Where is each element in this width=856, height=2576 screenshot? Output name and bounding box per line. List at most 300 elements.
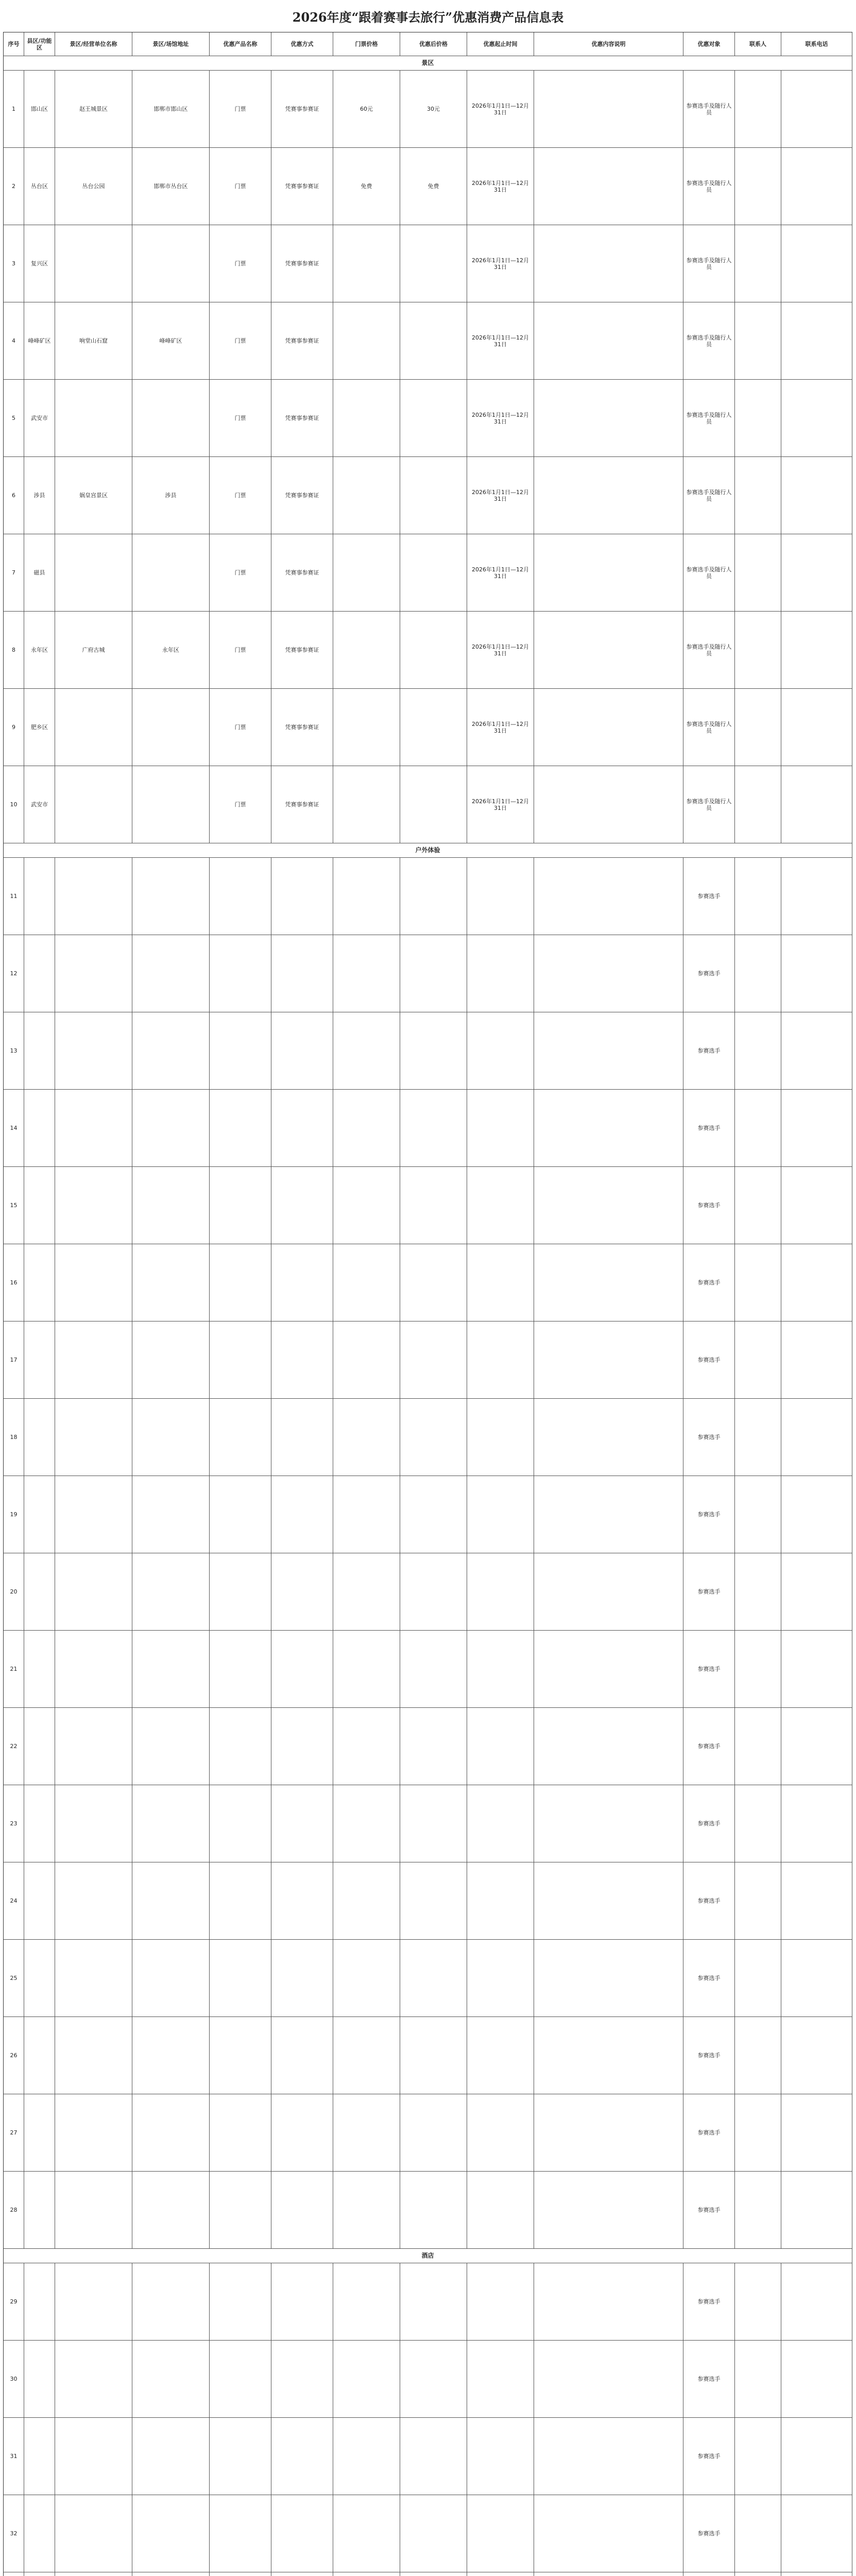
table-cell bbox=[55, 1399, 132, 1476]
table-cell bbox=[735, 935, 781, 1012]
table-cell bbox=[735, 2263, 781, 2341]
table-cell bbox=[271, 1708, 333, 1785]
table-cell bbox=[55, 2341, 132, 2418]
table-cell: 门票 bbox=[210, 302, 271, 380]
table-cell bbox=[781, 2495, 852, 2572]
table-cell: 18 bbox=[4, 1399, 24, 1476]
table-cell: 参赛选手 bbox=[683, 1708, 735, 1785]
table-cell bbox=[333, 612, 400, 689]
table-cell bbox=[781, 1399, 852, 1476]
table-cell bbox=[781, 2094, 852, 2172]
table-cell: 27 bbox=[4, 2094, 24, 2172]
table-cell bbox=[271, 1553, 333, 1631]
table-row bbox=[4, 148, 852, 225]
table-row bbox=[4, 935, 852, 1012]
table-cell bbox=[400, 1553, 467, 1631]
table-cell: 丛台公园 bbox=[55, 148, 132, 225]
table-cell bbox=[467, 2172, 534, 2249]
table-cell bbox=[333, 2341, 400, 2418]
table-cell bbox=[132, 2572, 210, 2576]
table-cell bbox=[271, 2094, 333, 2172]
table-cell: 参赛选手 bbox=[683, 2341, 735, 2418]
table-cell: 8 bbox=[4, 612, 24, 689]
table-cell: 参赛选手 bbox=[683, 2495, 735, 2572]
table-cell bbox=[467, 1631, 534, 1708]
table-cell: 32 bbox=[4, 2495, 24, 2572]
table-cell bbox=[132, 1785, 210, 1862]
table-cell: 门票 bbox=[210, 457, 271, 534]
table-cell bbox=[781, 2017, 852, 2094]
table-cell bbox=[24, 1940, 55, 2017]
table-cell bbox=[210, 1708, 271, 1785]
table-cell: 20 bbox=[4, 1553, 24, 1631]
table-cell bbox=[24, 1708, 55, 1785]
table-cell bbox=[210, 1940, 271, 2017]
table-cell bbox=[333, 1167, 400, 1244]
table-cell bbox=[271, 1244, 333, 1321]
table-row bbox=[4, 2418, 852, 2495]
table-cell bbox=[781, 302, 852, 380]
table-cell bbox=[55, 2495, 132, 2572]
table-cell: 参赛选手 bbox=[683, 1785, 735, 1862]
table-cell bbox=[333, 1708, 400, 1785]
table-cell: 峰峰矿区 bbox=[132, 302, 210, 380]
table-cell bbox=[400, 1708, 467, 1785]
table-cell bbox=[24, 1631, 55, 1708]
table-row bbox=[4, 2172, 852, 2249]
table-cell bbox=[735, 1321, 781, 1399]
table-cell: 凭赛事参赛证 bbox=[271, 148, 333, 225]
table-cell bbox=[781, 766, 852, 843]
table-cell: 永年区 bbox=[24, 612, 55, 689]
table-cell bbox=[534, 457, 683, 534]
table-cell bbox=[24, 1785, 55, 1862]
table-cell bbox=[24, 858, 55, 935]
table-cell: 凭赛事参赛证 bbox=[271, 766, 333, 843]
table-cell bbox=[24, 2572, 55, 2576]
table-row bbox=[4, 1553, 852, 1631]
table-cell bbox=[132, 1862, 210, 1940]
table-header-row bbox=[4, 32, 852, 56]
table-cell: 门票 bbox=[210, 148, 271, 225]
table-cell bbox=[55, 2263, 132, 2341]
table-cell bbox=[735, 2418, 781, 2495]
table-cell bbox=[467, 2495, 534, 2572]
table-cell bbox=[24, 2172, 55, 2249]
table-cell bbox=[467, 1940, 534, 2017]
table-cell bbox=[400, 2017, 467, 2094]
table-cell: 30 bbox=[4, 2341, 24, 2418]
table-cell bbox=[400, 1940, 467, 2017]
table-cell bbox=[132, 2341, 210, 2418]
table-cell bbox=[132, 2017, 210, 2094]
table-cell: 参赛选手 bbox=[683, 858, 735, 935]
table-cell bbox=[400, 380, 467, 457]
table-cell bbox=[333, 457, 400, 534]
table-cell bbox=[271, 2572, 333, 2576]
table-cell bbox=[781, 457, 852, 534]
table-row bbox=[4, 534, 852, 612]
table-cell bbox=[735, 612, 781, 689]
table-cell bbox=[781, 1244, 852, 1321]
table-cell: 9 bbox=[4, 689, 24, 766]
table-cell bbox=[467, 1553, 534, 1631]
table-cell: 12 bbox=[4, 935, 24, 1012]
table-cell bbox=[400, 2341, 467, 2418]
table-cell bbox=[467, 2341, 534, 2418]
column-header: 联系人 bbox=[735, 32, 781, 56]
table-cell bbox=[210, 2094, 271, 2172]
table-cell: 参赛选手及随行人员 bbox=[683, 148, 735, 225]
column-header: 优惠内容说明 bbox=[534, 32, 683, 56]
table-cell bbox=[534, 1244, 683, 1321]
table-cell bbox=[781, 1321, 852, 1399]
table-cell: 参赛选手 bbox=[683, 1090, 735, 1167]
table-cell: 参赛选手 bbox=[683, 1862, 735, 1940]
table-cell: 凭赛事参赛证 bbox=[271, 689, 333, 766]
table-cell bbox=[735, 689, 781, 766]
table-cell: 21 bbox=[4, 1631, 24, 1708]
table-cell bbox=[24, 1321, 55, 1399]
table-cell bbox=[534, 148, 683, 225]
table-cell: 14 bbox=[4, 1090, 24, 1167]
table-cell bbox=[333, 1476, 400, 1553]
table-cell: 免费 bbox=[400, 148, 467, 225]
table-cell: 门票 bbox=[210, 71, 271, 148]
table-cell bbox=[132, 935, 210, 1012]
table-cell bbox=[55, 1476, 132, 1553]
table-cell bbox=[132, 534, 210, 612]
table-cell bbox=[210, 1476, 271, 1553]
table-cell bbox=[781, 2341, 852, 2418]
table-cell: 29 bbox=[4, 2263, 24, 2341]
table-cell bbox=[210, 1785, 271, 1862]
table-cell bbox=[333, 935, 400, 1012]
table-cell bbox=[400, 2172, 467, 2249]
table-cell bbox=[400, 612, 467, 689]
table-cell bbox=[24, 1476, 55, 1553]
table-cell bbox=[210, 1631, 271, 1708]
table-cell bbox=[271, 2341, 333, 2418]
table-cell bbox=[55, 2172, 132, 2249]
table-cell bbox=[534, 2094, 683, 2172]
table-cell bbox=[132, 2263, 210, 2341]
table-cell bbox=[132, 1708, 210, 1785]
table-cell bbox=[55, 1631, 132, 1708]
table-row bbox=[4, 1090, 852, 1167]
table-cell bbox=[781, 689, 852, 766]
table-cell bbox=[534, 2495, 683, 2572]
table-cell bbox=[467, 935, 534, 1012]
document-title: 2026年度“跟着赛事去旅行”优惠消费产品信息表 bbox=[292, 10, 564, 25]
table-cell: 2026年1月1日—12月31日 bbox=[467, 380, 534, 457]
table-cell: 23 bbox=[4, 1785, 24, 1862]
table-cell bbox=[55, 858, 132, 935]
table-cell: 参赛选手及随行人员 bbox=[683, 71, 735, 148]
table-cell bbox=[24, 2495, 55, 2572]
table-cell: 13 bbox=[4, 1012, 24, 1090]
table-cell: 武安市 bbox=[24, 380, 55, 457]
table-cell bbox=[55, 1553, 132, 1631]
table-cell bbox=[333, 1862, 400, 1940]
table-cell bbox=[55, 2017, 132, 2094]
table-cell: 参赛选手 bbox=[683, 1012, 735, 1090]
column-header: 门票价格 bbox=[333, 32, 400, 56]
table-row bbox=[4, 2263, 852, 2341]
table-cell bbox=[333, 1321, 400, 1399]
table-cell bbox=[735, 1940, 781, 2017]
table-cell bbox=[735, 1399, 781, 1476]
table-cell: 2026年1月1日—12月31日 bbox=[467, 71, 534, 148]
table-cell bbox=[55, 2094, 132, 2172]
table-cell: 2026年1月1日—12月31日 bbox=[467, 148, 534, 225]
table-cell: 凭赛事参赛证 bbox=[271, 302, 333, 380]
table-cell: 2026年1月1日—12月31日 bbox=[467, 225, 534, 302]
table-cell bbox=[400, 2572, 467, 2576]
table-cell bbox=[132, 380, 210, 457]
table-cell bbox=[735, 71, 781, 148]
table-cell bbox=[781, 935, 852, 1012]
table-cell bbox=[534, 2263, 683, 2341]
table-cell bbox=[534, 858, 683, 935]
table-row bbox=[4, 2094, 852, 2172]
table-cell: 16 bbox=[4, 1244, 24, 1321]
table-cell bbox=[467, 1244, 534, 1321]
table-cell bbox=[271, 2418, 333, 2495]
table-cell bbox=[210, 1553, 271, 1631]
table-cell bbox=[333, 2017, 400, 2094]
table-cell: 30元 bbox=[400, 71, 467, 148]
table-cell bbox=[333, 766, 400, 843]
section-title: 景区 bbox=[4, 56, 852, 71]
table-cell: 参赛选手及随行人员 bbox=[683, 225, 735, 302]
table-cell bbox=[781, 2263, 852, 2341]
table-cell: 峰峰矿区 bbox=[24, 302, 55, 380]
table-cell: 参赛选手及随行人员 bbox=[683, 534, 735, 612]
table-cell bbox=[210, 2418, 271, 2495]
table-cell: 邯郸市丛台区 bbox=[132, 148, 210, 225]
table-cell bbox=[55, 1785, 132, 1862]
table-cell bbox=[333, 2495, 400, 2572]
table-cell bbox=[333, 2172, 400, 2249]
table-cell bbox=[735, 1708, 781, 1785]
table-cell: 永年区 bbox=[132, 612, 210, 689]
table-cell bbox=[400, 1862, 467, 1940]
table-cell: 25 bbox=[4, 1940, 24, 2017]
table-cell bbox=[467, 1012, 534, 1090]
table-cell: 11 bbox=[4, 858, 24, 935]
table-cell bbox=[24, 935, 55, 1012]
table-cell bbox=[735, 1476, 781, 1553]
table-cell bbox=[55, 1090, 132, 1167]
table-cell bbox=[333, 1090, 400, 1167]
table-cell bbox=[781, 2418, 852, 2495]
table-cell bbox=[271, 1476, 333, 1553]
table-cell: 19 bbox=[4, 1476, 24, 1553]
table-cell bbox=[735, 1631, 781, 1708]
table-cell bbox=[210, 2495, 271, 2572]
table-cell: 2026年1月1日—12月31日 bbox=[467, 612, 534, 689]
table-cell: 磁县 bbox=[24, 534, 55, 612]
column-header: 优惠起止时间 bbox=[467, 32, 534, 56]
table-cell bbox=[400, 302, 467, 380]
table-cell bbox=[735, 858, 781, 935]
table-row bbox=[4, 1399, 852, 1476]
table-row bbox=[4, 1321, 852, 1399]
table-row bbox=[4, 766, 852, 843]
table-cell bbox=[210, 1244, 271, 1321]
table-cell bbox=[781, 2172, 852, 2249]
table-cell bbox=[132, 225, 210, 302]
table-cell bbox=[132, 1012, 210, 1090]
table-cell bbox=[534, 380, 683, 457]
table-cell: 门票 bbox=[210, 689, 271, 766]
table-row bbox=[4, 2572, 852, 2576]
table-cell bbox=[271, 2495, 333, 2572]
table-cell bbox=[781, 71, 852, 148]
table-row bbox=[4, 2341, 852, 2418]
table-cell bbox=[467, 2572, 534, 2576]
table-cell: 参赛选手及随行人员 bbox=[683, 302, 735, 380]
offers-table bbox=[3, 32, 852, 2576]
column-header: 优惠产品名称 bbox=[210, 32, 271, 56]
table-cell bbox=[683, 2572, 735, 2576]
table-cell bbox=[55, 1321, 132, 1399]
table-cell bbox=[735, 1862, 781, 1940]
column-header: 景区/经营单位名称 bbox=[55, 32, 132, 56]
table-cell bbox=[210, 1399, 271, 1476]
table-cell: 武安市 bbox=[24, 766, 55, 843]
table-cell bbox=[24, 1399, 55, 1476]
table-row bbox=[4, 1940, 852, 2017]
table-cell bbox=[400, 689, 467, 766]
table-cell: 2026年1月1日—12月31日 bbox=[467, 534, 534, 612]
table-cell bbox=[400, 1012, 467, 1090]
table-row bbox=[4, 225, 852, 302]
table-cell bbox=[534, 2172, 683, 2249]
table-cell bbox=[735, 2017, 781, 2094]
table-cell: 参赛选手及随行人员 bbox=[683, 380, 735, 457]
table-cell bbox=[467, 2017, 534, 2094]
table-cell bbox=[271, 935, 333, 1012]
table-cell: 参赛选手及随行人员 bbox=[683, 766, 735, 843]
table-cell bbox=[781, 1940, 852, 2017]
table-cell bbox=[55, 1167, 132, 1244]
table-cell bbox=[55, 2572, 132, 2576]
table-cell bbox=[333, 2418, 400, 2495]
table-cell bbox=[400, 1244, 467, 1321]
table-row bbox=[4, 1631, 852, 1708]
table-cell bbox=[534, 689, 683, 766]
table-cell bbox=[467, 1321, 534, 1399]
table-cell: 22 bbox=[4, 1708, 24, 1785]
table-cell bbox=[781, 1167, 852, 1244]
table-cell bbox=[333, 2572, 400, 2576]
table-cell bbox=[534, 1940, 683, 2017]
table-cell: 赵王城景区 bbox=[55, 71, 132, 148]
table-cell bbox=[781, 2572, 852, 2576]
table-cell: 肥乡区 bbox=[24, 689, 55, 766]
table-cell bbox=[210, 2017, 271, 2094]
table-cell bbox=[735, 1785, 781, 1862]
table-cell bbox=[271, 2017, 333, 2094]
table-cell bbox=[271, 1631, 333, 1708]
table-cell: 31 bbox=[4, 2418, 24, 2495]
table-cell bbox=[210, 2572, 271, 2576]
table-cell bbox=[271, 858, 333, 935]
table-cell bbox=[55, 1244, 132, 1321]
table-cell bbox=[467, 2094, 534, 2172]
table-cell bbox=[333, 1940, 400, 2017]
table-cell: 涉县 bbox=[24, 457, 55, 534]
table-cell bbox=[210, 935, 271, 1012]
table-cell bbox=[271, 1090, 333, 1167]
table-row bbox=[4, 1476, 852, 1553]
column-header: 景区/场馆地址 bbox=[132, 32, 210, 56]
table-cell bbox=[534, 1090, 683, 1167]
table-cell bbox=[55, 1862, 132, 1940]
table-cell bbox=[271, 2172, 333, 2249]
table-cell bbox=[132, 1940, 210, 2017]
table-cell bbox=[271, 1862, 333, 1940]
table-cell: 5 bbox=[4, 380, 24, 457]
table-cell bbox=[467, 858, 534, 935]
table-cell bbox=[210, 2172, 271, 2249]
table-cell: 参赛选手 bbox=[683, 2172, 735, 2249]
table-cell: 60元 bbox=[333, 71, 400, 148]
table-cell: 门票 bbox=[210, 380, 271, 457]
section-title: 酒店 bbox=[4, 2249, 852, 2263]
table-row bbox=[4, 689, 852, 766]
table-cell bbox=[132, 1167, 210, 1244]
table-cell bbox=[24, 1862, 55, 1940]
table-cell bbox=[55, 689, 132, 766]
table-cell: 7 bbox=[4, 534, 24, 612]
table-cell bbox=[55, 380, 132, 457]
table-cell bbox=[400, 2094, 467, 2172]
table-cell bbox=[781, 1090, 852, 1167]
table-cell bbox=[781, 1862, 852, 1940]
table-cell: 门票 bbox=[210, 534, 271, 612]
table-cell bbox=[735, 1167, 781, 1244]
table-cell: 门票 bbox=[210, 612, 271, 689]
table-cell bbox=[4, 2572, 24, 2576]
table-cell bbox=[210, 1862, 271, 1940]
table-cell bbox=[132, 2495, 210, 2572]
table-cell bbox=[271, 1167, 333, 1244]
table-cell bbox=[400, 766, 467, 843]
table-cell bbox=[534, 2017, 683, 2094]
table-cell: 参赛选手 bbox=[683, 1631, 735, 1708]
table-cell bbox=[467, 1090, 534, 1167]
table-cell bbox=[781, 534, 852, 612]
table-cell: 2026年1月1日—12月31日 bbox=[467, 302, 534, 380]
table-cell bbox=[534, 1167, 683, 1244]
table-cell bbox=[132, 1631, 210, 1708]
table-cell bbox=[333, 2094, 400, 2172]
table-cell bbox=[400, 858, 467, 935]
table-cell: 娲皇宫景区 bbox=[55, 457, 132, 534]
table-cell bbox=[400, 1167, 467, 1244]
table-cell: 参赛选手 bbox=[683, 1321, 735, 1399]
table-cell bbox=[271, 1785, 333, 1862]
table-cell bbox=[467, 1167, 534, 1244]
table-cell bbox=[534, 2572, 683, 2576]
section-header-row bbox=[4, 56, 852, 71]
table-cell bbox=[781, 1012, 852, 1090]
table-cell bbox=[735, 380, 781, 457]
table-cell bbox=[55, 1012, 132, 1090]
